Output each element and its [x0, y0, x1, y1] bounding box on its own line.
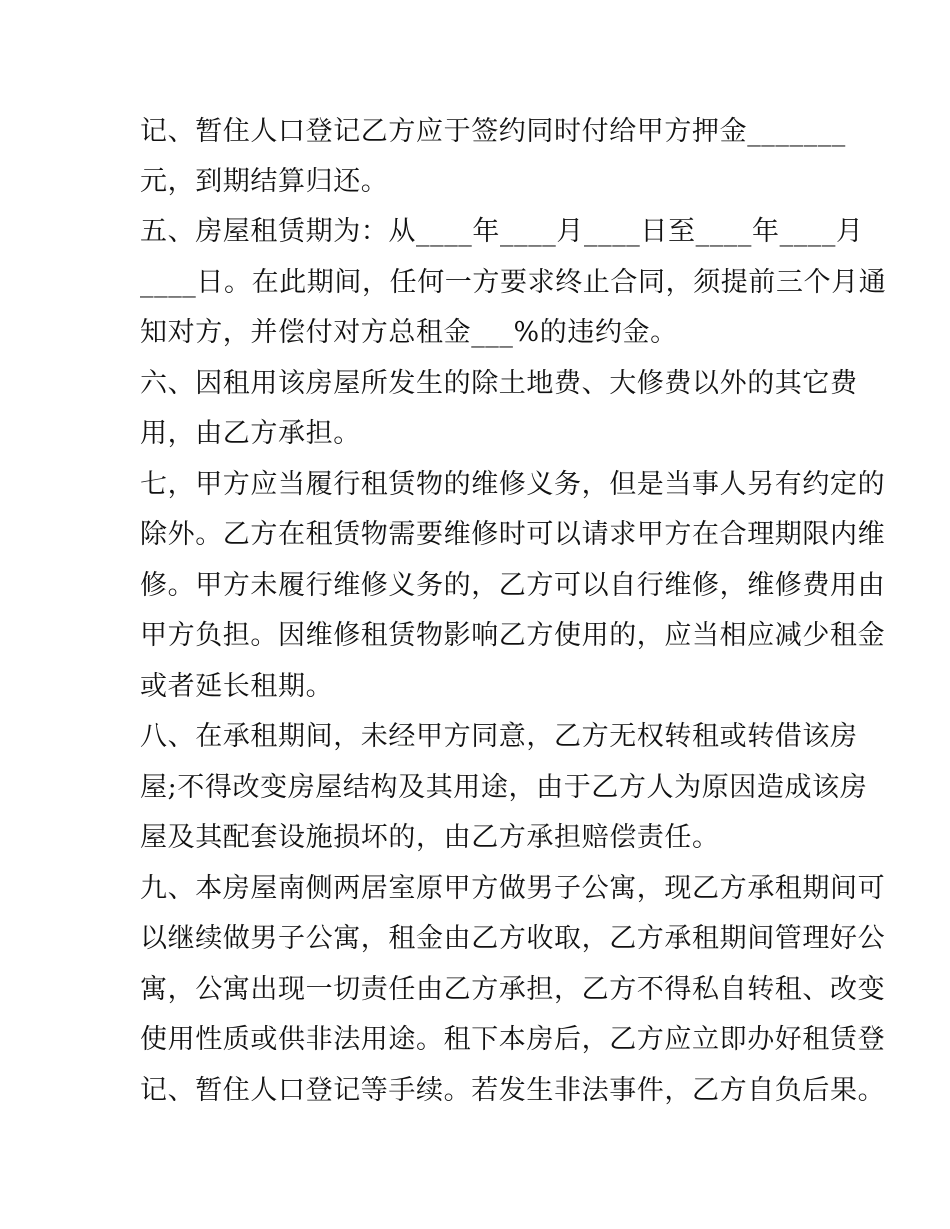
text-line: 九、本房屋南侧两居室原甲方做男子公寓，现乙方承租期间可 — [140, 873, 886, 904]
text-line: 以继续做男子公寓，租金由乙方收取，乙方承租期间管理好公 — [140, 923, 886, 954]
text-line: 修。甲方未履行维修义务的，乙方可以自行维修，维修费用由 — [140, 570, 886, 601]
text-line: 屋及其配套设施损坏的，由乙方承担赔偿责任。 — [140, 822, 720, 853]
text-line: 六、因租用该房屋所发生的除土地费、大修费以外的其它费 — [140, 368, 858, 399]
text-line: 用，由乙方承担。 — [140, 418, 361, 449]
text-line: 七，甲方应当履行租赁物的维修义务，但是当事人另有约定的 — [140, 469, 886, 500]
text-line: 记、暂住人口登记乙方应于签约同时付给甲方押金_______ — [140, 116, 846, 147]
text-line: 知对方，并偿付对方总租金___%的违约金。 — [140, 317, 678, 348]
text-line: 寓，公寓出现一切责任由乙方承担，乙方不得私自转租、改变 — [140, 974, 886, 1005]
text-line: 元，到期结算归还。 — [140, 166, 389, 197]
text-line: 除外。乙方在租赁物需要维修时可以请求甲方在合理期限内维 — [140, 519, 886, 550]
text-line: 五、房屋租赁期为：从____年____月____日至____年____月 — [140, 216, 864, 247]
text-line: 甲方负担。因维修租赁物影响乙方使用的，应当相应减少租金 — [140, 620, 886, 651]
text-line: 使用性质或供非法用途。租下本房后，乙方应立即办好租赁登 — [140, 1024, 886, 1055]
text-line: 屋;不得改变房屋结构及其用途，由于乙方人为原因造成该房 — [140, 772, 868, 803]
text-line: 八、在承租期间，未经甲方同意，乙方无权转租或转借该房 — [140, 721, 858, 752]
text-line: ____日。在此期间，任何一方要求终止合同，须提前三个月通 — [140, 267, 887, 298]
text-line: 或者延长租期。 — [140, 671, 334, 702]
text-line: 记、暂住人口登记等手续。若发生非法事件，乙方自负后果。 — [140, 1075, 886, 1106]
